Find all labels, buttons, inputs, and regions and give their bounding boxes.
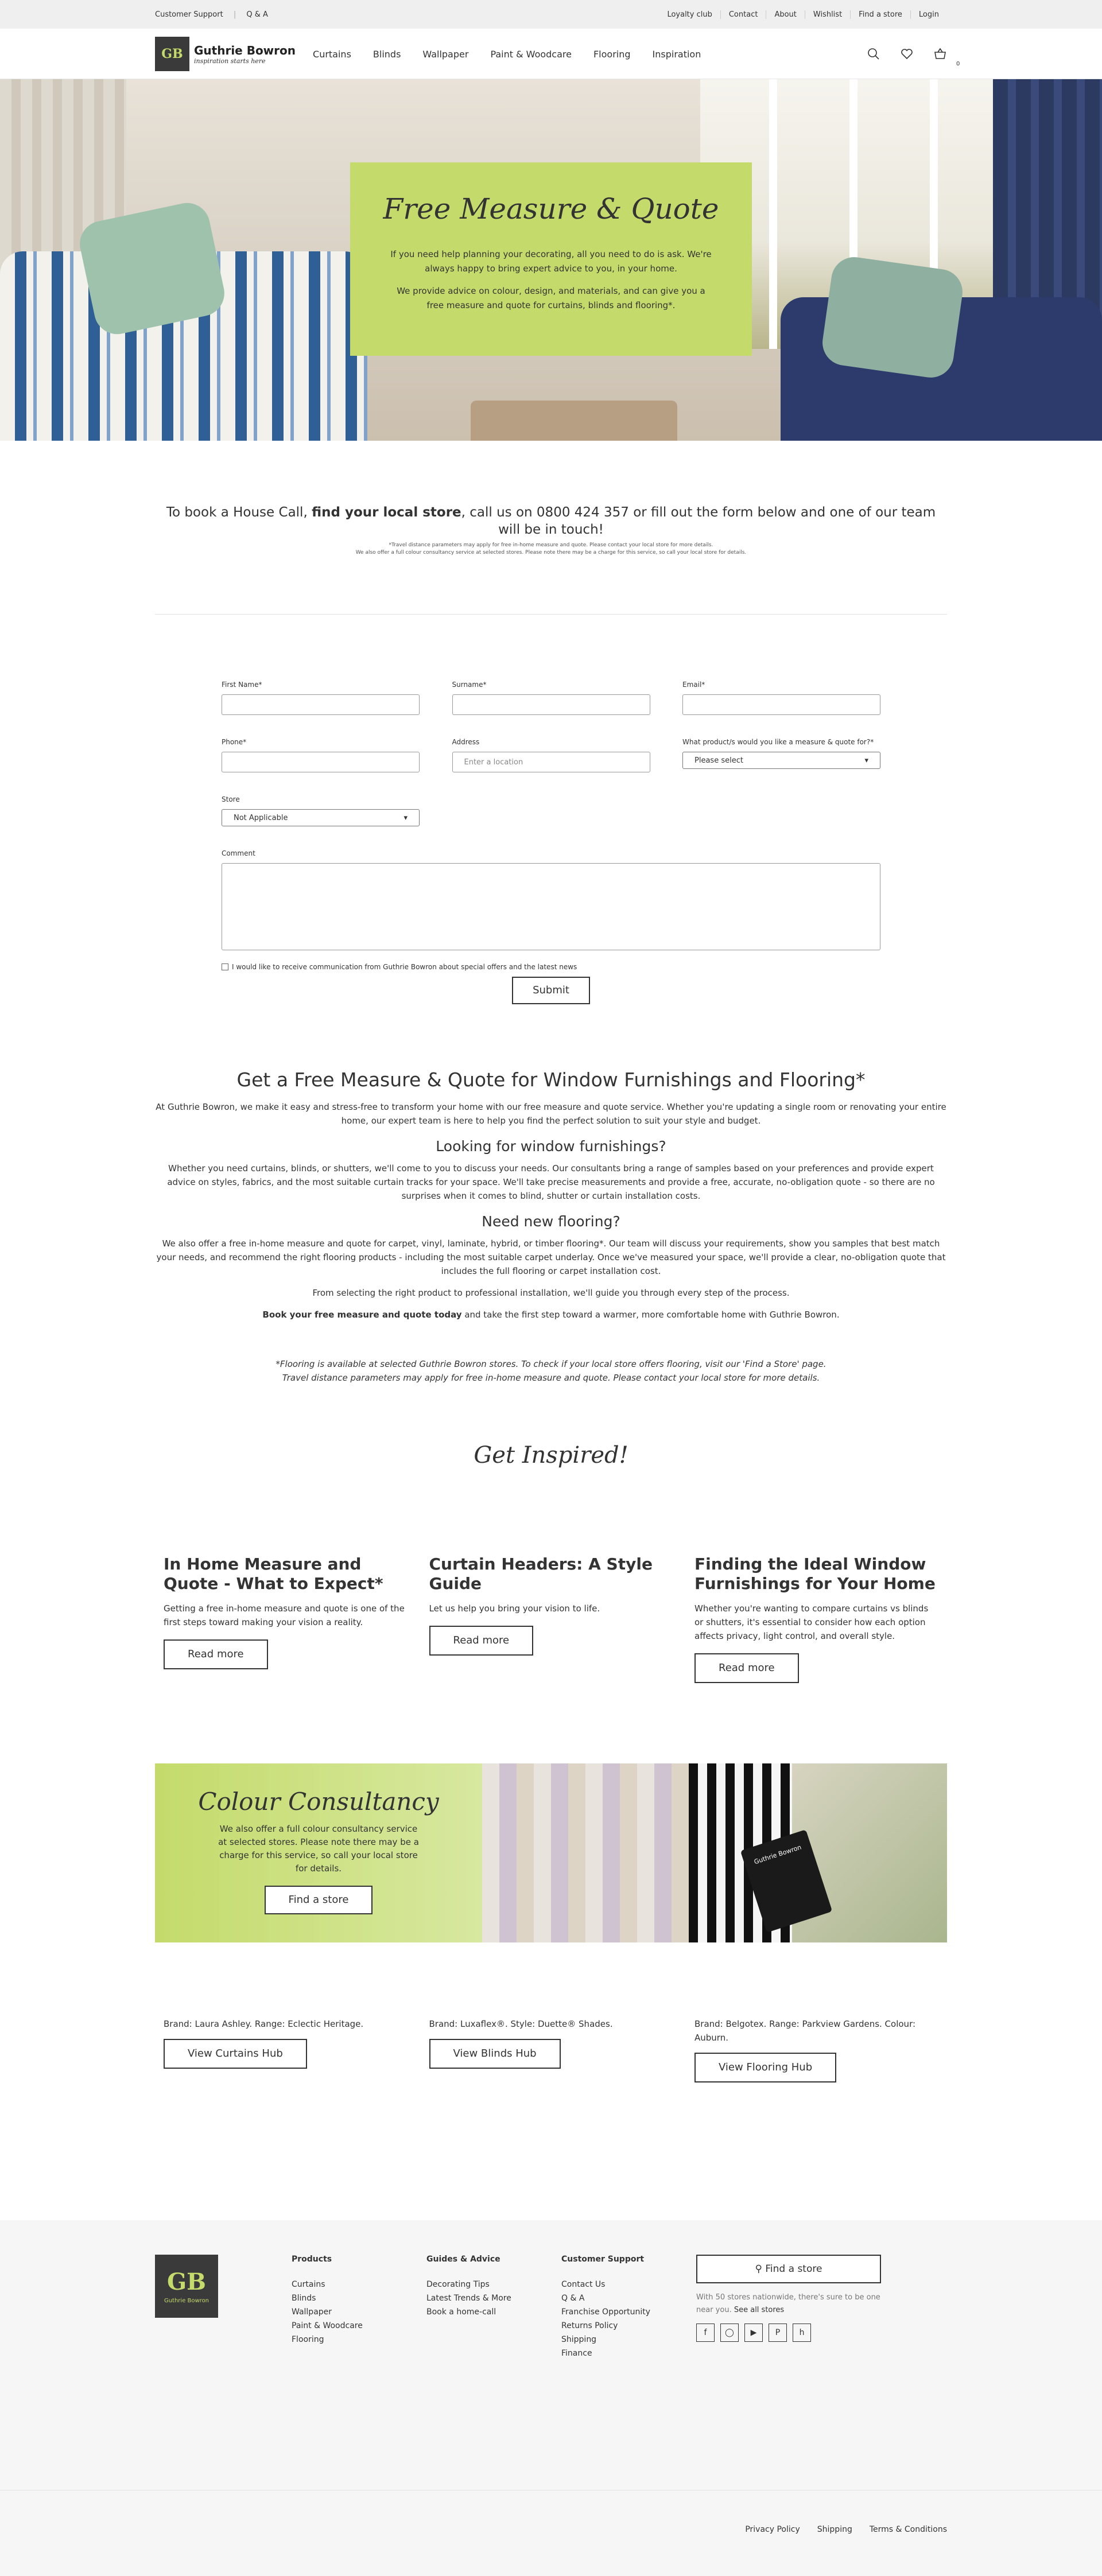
utility-left xyxy=(155,10,276,19)
footer-link[interactable]: Curtains xyxy=(292,2280,325,2289)
first-name-label: First Name* xyxy=(222,681,262,689)
utility-right xyxy=(659,10,947,19)
nav-wallpaper[interactable]: Wallpaper xyxy=(422,48,469,60)
article-summary: Getting a free in-home measure and quote is one of the first steps toward making your vision a reality. xyxy=(164,1603,405,1627)
measure-quote-form xyxy=(222,681,880,1004)
article-title[interactable]: In Home Measure and Quote - What to Expect* xyxy=(164,1555,383,1593)
hero-text-1: If you need help planning your decorating, all you need to do is ask. We're always happy to bring expert advice to you, in your home. xyxy=(390,249,712,274)
consent-row xyxy=(222,963,880,971)
footer-link[interactable]: Returns Policy xyxy=(561,2321,618,2330)
logo-tagline: inspiration starts here xyxy=(194,57,266,65)
article-title[interactable]: Finding the Ideal Window Furnishings for Your Home xyxy=(694,1555,936,1593)
util-about[interactable]: About xyxy=(766,10,804,19)
surname-field[interactable] xyxy=(452,694,650,715)
read-more-button[interactable]: Read more xyxy=(429,1626,534,1656)
instagram-icon[interactable]: ◯ xyxy=(720,2324,739,2342)
main-nav xyxy=(313,49,723,60)
footer-logo[interactable]: GB Guthrie Bowron xyxy=(155,2255,218,2318)
swatches-image xyxy=(482,1763,947,1942)
hero-card xyxy=(350,162,752,356)
hero-cushion-right xyxy=(820,254,965,380)
read-more-button[interactable]: Read more xyxy=(164,1639,268,1669)
hub-item xyxy=(694,2017,938,2082)
footer-link[interactable]: Franchise Opportunity xyxy=(561,2307,651,2317)
footer-link[interactable]: Book a home-call xyxy=(426,2307,496,2317)
seo-flooring-heading: Need new flooring? xyxy=(482,1213,620,1230)
seo-note-2: Travel distance parameters may apply for free in-home measure and quote. Please contact your local store for more details. xyxy=(282,1373,820,1383)
colour-consultancy-panel xyxy=(155,1763,482,1942)
youtube-icon[interactable]: ▶ xyxy=(744,2324,763,2342)
footer-link[interactable]: Shipping xyxy=(561,2335,597,2344)
logo-name: Guthrie Bowron xyxy=(194,43,296,57)
see-all-stores-link[interactable]: See all stores xyxy=(734,2306,785,2314)
hero-title: Free Measure & Quote xyxy=(383,192,719,226)
read-more-button[interactable]: Read more xyxy=(694,1653,799,1683)
divider xyxy=(155,614,947,615)
store-label: Store xyxy=(222,795,240,803)
chevron-down-icon: ▾ xyxy=(403,813,408,822)
footer-find-store-button[interactable]: ⚲ Find a store xyxy=(696,2255,881,2283)
hub-caption: Brand: Luxaflex®. Style: Duette® Shades. xyxy=(429,2019,613,2029)
facebook-icon[interactable]: f xyxy=(696,2324,715,2342)
colour-title: Colour Consultancy xyxy=(198,1788,439,1816)
footer-link[interactable]: Blinds xyxy=(292,2294,316,2303)
footer-link[interactable]: Paint & Woodcare xyxy=(292,2321,363,2330)
curtains-hub-button[interactable]: View Curtains Hub xyxy=(164,2039,307,2069)
seo-content xyxy=(155,1069,947,1385)
hub-item xyxy=(164,2017,408,2082)
cart-icon[interactable] xyxy=(933,47,960,67)
hub-item xyxy=(429,2017,673,2082)
footer-col-guides: Guides & Advice Decorating Tips Latest Trends & More Book a home-call xyxy=(426,2255,561,2360)
util-loyalty[interactable]: Loyalty club xyxy=(667,10,712,19)
util-find-store[interactable]: Find a store xyxy=(850,10,910,19)
seo-heading: Get a Free Measure & Quote for Window Furnishings and Flooring* xyxy=(236,1069,866,1091)
first-name-field[interactable] xyxy=(222,694,420,715)
store-select[interactable]: Not Applicable ▾ xyxy=(222,809,420,826)
footer-link[interactable]: Decorating Tips xyxy=(426,2280,490,2289)
footer-store-finder xyxy=(696,2255,881,2360)
heart-icon[interactable] xyxy=(900,47,914,61)
footer-stores-text: With 50 stores nationwide, there's sure to be one near you. See all stores xyxy=(696,2293,880,2314)
footer-link[interactable]: Contact Us xyxy=(561,2280,606,2289)
seo-window-heading: Looking for window furnishings? xyxy=(436,1138,666,1155)
site-header xyxy=(0,29,1102,79)
article-card xyxy=(694,1555,938,1683)
util-customer-support[interactable]: Customer Support xyxy=(155,10,223,19)
booking-footnote-1: *Travel distance parameters may apply for free in-home measure and quote. Please contact your local store for more details. xyxy=(389,542,713,548)
flooring-hub-button[interactable]: View Flooring Hub xyxy=(694,2053,836,2082)
phone-label: Phone* xyxy=(222,738,247,746)
blinds-hub-button[interactable]: View Blinds Hub xyxy=(429,2039,561,2069)
email-label: Email* xyxy=(682,681,705,689)
article-card xyxy=(164,1555,408,1683)
inspired-title: Get Inspired! xyxy=(474,1442,628,1468)
consent-label: I would like to receive communication from Guthrie Bowron about special offers and the latest news xyxy=(232,963,577,971)
email-field[interactable] xyxy=(682,694,880,715)
footer-col-support: Customer Support Contact Us Q & A Franchise Opportunity Returns Policy Shipping Finance xyxy=(561,2255,696,2360)
surname-label: Surname* xyxy=(452,681,487,689)
colour-consultancy-banner xyxy=(155,1763,947,1942)
inspiration-cards xyxy=(155,1555,947,1683)
footer-link[interactable]: Wallpaper xyxy=(292,2307,332,2317)
footer-link[interactable]: Flooring xyxy=(292,2335,324,2344)
header-icons xyxy=(847,47,960,67)
submit-button[interactable]: Submit xyxy=(512,977,590,1004)
nav-curtains[interactable]: Curtains xyxy=(313,48,351,60)
seo-note-1: *Flooring is available at selected Guthrie Bowron stores. To check if your local store offers flooring, visit our 'Find a Store' page. xyxy=(276,1359,826,1369)
site-logo[interactable] xyxy=(155,37,296,71)
nav-inspiration[interactable]: Inspiration xyxy=(652,48,701,60)
footer-link[interactable]: Latest Trends & More xyxy=(426,2294,511,2303)
nav-paint[interactable]: Paint & Woodcare xyxy=(490,48,572,60)
logo-mark: GB xyxy=(155,37,189,71)
shipping-link[interactable]: Shipping xyxy=(817,2525,852,2534)
article-title[interactable]: Curtain Headers: A Style Guide xyxy=(429,1555,653,1593)
phone-field[interactable] xyxy=(222,752,420,772)
article-summary: Let us help you bring your vision to life. xyxy=(429,1603,600,1614)
pinterest-icon[interactable]: P xyxy=(769,2324,787,2342)
swatch-card: Guthrie Bowron xyxy=(740,1829,832,1933)
site-footer xyxy=(0,2220,1102,2490)
chevron-down-icon: ▾ xyxy=(864,756,868,765)
util-qa[interactable]: Q & A xyxy=(246,10,268,19)
nav-flooring[interactable]: Flooring xyxy=(593,48,631,60)
seo-book-text: Book your free measure and quote today and take the first step toward a warmer, more comfortable home with Guthrie Bowron. xyxy=(262,1310,840,1320)
colour-text: We also offer a full colour consultancy service at selected stores. Please note there may be a charge for this service, so call your local store for details. xyxy=(218,1824,419,1874)
utility-bar xyxy=(0,0,1102,29)
footer-link[interactable]: Q & A xyxy=(561,2294,585,2303)
hub-caption: Brand: Belgotex. Range: Parkview Gardens. Colour: Auburn. xyxy=(694,2019,916,2043)
nav-blinds[interactable]: Blinds xyxy=(372,48,401,60)
houzz-icon[interactable]: h xyxy=(793,2324,811,2342)
consent-checkbox[interactable] xyxy=(222,963,228,970)
product-hubs xyxy=(155,2017,947,2082)
product-label: What product/s would you like a measure & quote for?* xyxy=(682,738,874,746)
util-separator: | xyxy=(233,10,236,19)
article-card xyxy=(429,1555,673,1683)
seo-flooring-text: We also offer a free in-home measure and quote for carpet, vinyl, laminate, hybrid, or timber flooring*. Our team will discuss your requirements, show you samples that best match your needs, and recommend the right flooring products - including the most suitable carpet underlay. Once we've measured your space, we'll provide a clear, no-obligation quote that includes the full flooring or carpet installation cost. xyxy=(156,1238,946,1276)
hub-caption: Brand: Laura Ashley. Range: Eclectic Heritage. xyxy=(164,2019,364,2029)
util-contact[interactable]: Contact xyxy=(720,10,766,19)
social-links xyxy=(696,2324,881,2342)
find-store-button[interactable]: Find a store xyxy=(265,1886,373,1914)
cart-count: 0 xyxy=(956,61,960,67)
booking-intro xyxy=(0,441,1102,557)
comment-label: Comment xyxy=(222,849,255,857)
util-wishlist[interactable]: Wishlist xyxy=(805,10,850,19)
footer-link[interactable]: Finance xyxy=(561,2349,592,2358)
hero-text-2: We provide advice on colour, design, and materials, and can give you a free measure and quote for curtains, blinds and flooring*. xyxy=(397,286,705,310)
address-field[interactable]: Enter a location xyxy=(452,752,650,772)
hero-coffee-table xyxy=(471,401,677,441)
article-summary: Whether you're wanting to compare curtains vs blinds or shutters, it's essential to consider how each option affects privacy, light control, and overall style. xyxy=(694,1603,929,1641)
seo-window-text: Whether you need curtains, blinds, or shutters, we'll come to you to discuss your needs. Our consultants bring a range of samples based on your preferences and provide expert advice on styles, fabrics, and the most suitable curtain tracks for your space. We'll take precise measurements and provide a free, accurate, no-obligation quote - so there are no surprises when it comes to blind, shutter or curtain installation costs. xyxy=(167,1163,935,1201)
booking-footnote-2: We also offer a full colour consultancy service at selected stores. Please note there may be a charge for this service, so call your local store for details. xyxy=(355,550,747,555)
search-icon[interactable] xyxy=(867,47,880,61)
util-login[interactable]: Login xyxy=(910,10,947,19)
comment-textarea[interactable] xyxy=(222,863,880,950)
hero-banner xyxy=(0,79,1102,441)
footer-col-products: Products Curtains Blinds Wallpaper Paint & Woodcare Flooring xyxy=(292,2255,426,2360)
location-pin-icon: ⚲ xyxy=(755,2263,762,2275)
find-local-store-link[interactable]: find your local store xyxy=(312,505,461,520)
address-label: Address xyxy=(452,738,480,746)
privacy-policy-link[interactable]: Privacy Policy xyxy=(745,2525,800,2534)
booking-text: To book a House Call, find your local store, call us on 0800 424 357 or fill out the form below and one of our team will be in touch! xyxy=(166,505,936,537)
seo-guide-text: From selecting the right product to professional installation, we'll guide you through every step of the process. xyxy=(312,1288,790,1298)
seo-intro: At Guthrie Bowron, we make it easy and stress-free to transform your home with our free measure and quote service. Whether you're updating a single room or renovating your entire home, our expert team is here to help you find the perfect solution to suit your style and budget. xyxy=(156,1102,946,1126)
footer-bottom xyxy=(0,2490,1102,2576)
terms-link[interactable]: Terms & Conditions xyxy=(869,2525,947,2534)
product-select[interactable]: Please select ▾ xyxy=(682,752,880,769)
